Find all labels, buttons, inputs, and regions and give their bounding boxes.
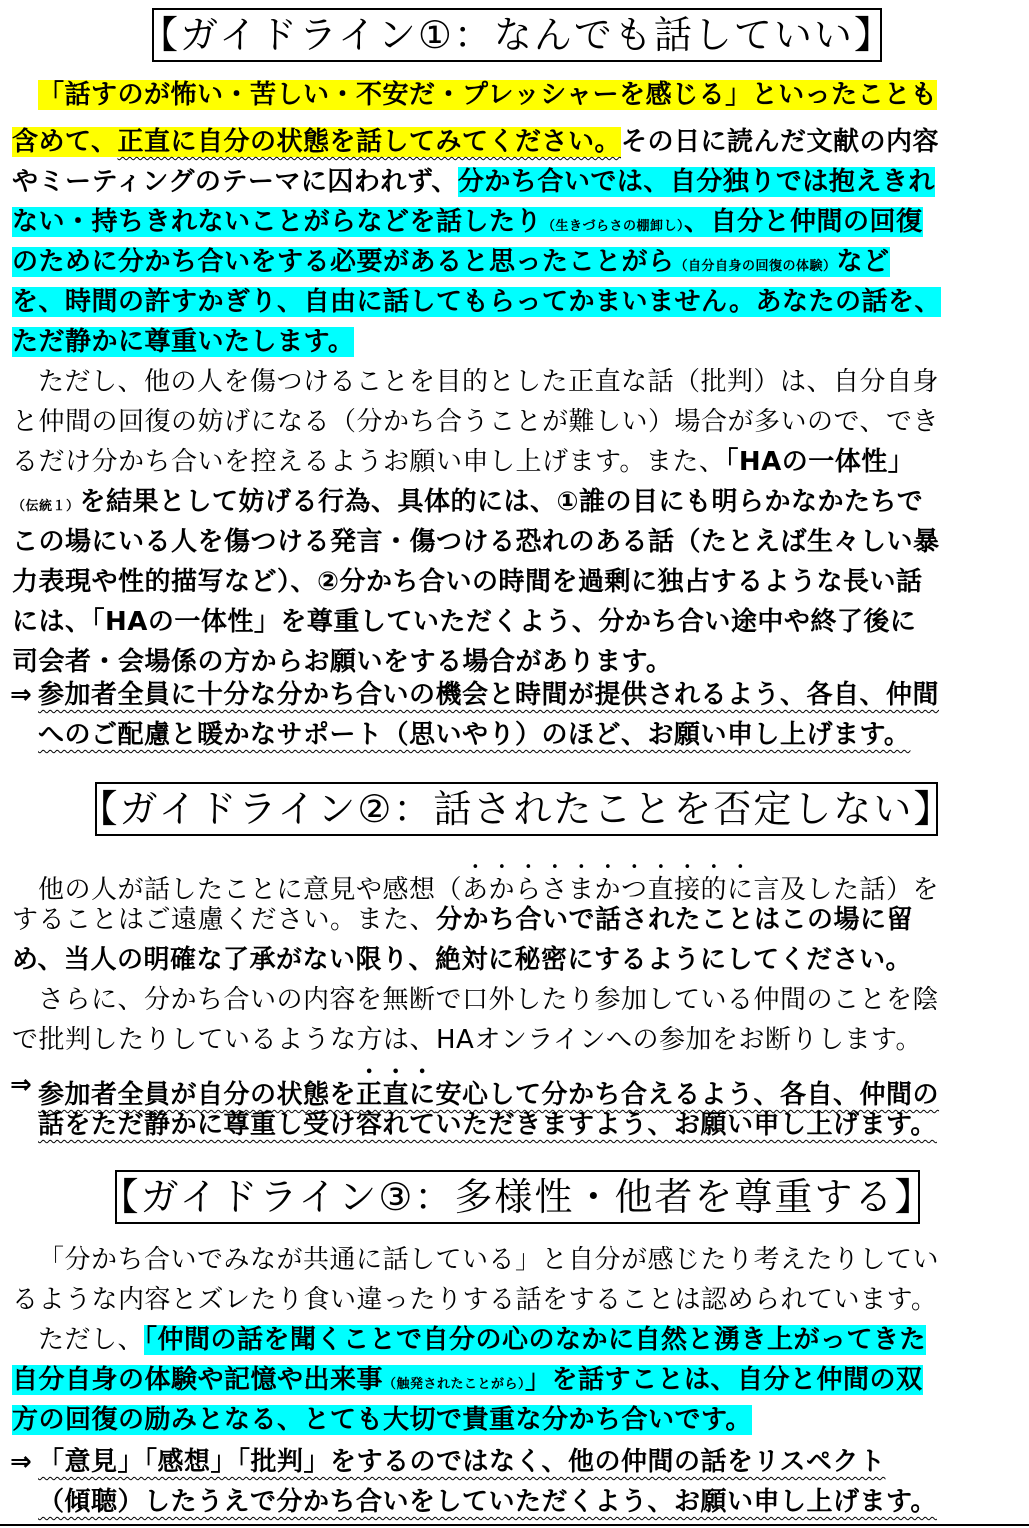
g1-line-9: と仲間の回復の妨げになる（分かち合うことが難しい）場合が多いので、でき (12, 407, 939, 437)
g2-line-3: め、当人の明確な了承がない限り、絶対に秘密にするようにしてください。 (12, 945, 912, 975)
g2-arrow-icon: ⇒ (10, 1070, 32, 1100)
g3-line-5: 方の回復の励みとなる、とても大切で貴重な分かち合いです。 (12, 1405, 752, 1435)
g1-line-12: この場にいる人を傷つける発言・傷つける恐れのある話（たとえば生々しい暴 (12, 527, 940, 557)
g3-line-2: るような内容とズレたり食い違ったりする話をすることは認められています。 (12, 1285, 938, 1315)
g1-line-3: やミーティングのテーマに囚われず、分かち合いでは、自分独りでは抱えきれ (12, 167, 935, 197)
g2-line-2: することはご遠慮ください。また、分かち合いで話されたことはこの場に留 (12, 905, 914, 935)
g1-line-1 (38, 75, 937, 115)
g1-line-6: を、時間の許すかぎり、自由に話してもらってかまいません。あなたの話を、 (12, 287, 942, 317)
g3-line-3: ただし、「仲間の話を聞くことで自分の心のなかに自然と湧き上がってきた (38, 1325, 927, 1355)
guideline-2-title: 【ガイドライン②：話されたことを否定しない】 (95, 782, 938, 836)
g1-line-15: 司会者・会場係の方からお願いをする場合があります。 (12, 647, 673, 677)
g3-line-6: 「意見」「感想」「批判」をするのではなく、他の仲間の話をリスペクト (38, 1447, 886, 1477)
g2-line-6: 参加者全員が自分の状態を正直に安心して分かち合えるよう、各自、仲間の (38, 1080, 940, 1110)
g3-line-7: （傾聴）したうえで分かち合いをしていただくよう、お願い申し上げます。 (38, 1487, 937, 1517)
guideline-3-title: 【ガイドライン③：多様性・他者を尊重する】 (115, 1170, 920, 1224)
g2-line-7: 話をただ静かに尊重し受け容れていただきますよう、お願い申し上げます。 (38, 1110, 937, 1140)
g1-line-2: 含めて、正直に自分の状態を話してみてください。その日に読んだ文献の内容 (12, 127, 940, 157)
g3-arrow-icon: ⇒ (10, 1447, 32, 1477)
ha-unity-term: 「HAの一体性」 (725, 447, 915, 477)
g3-line-1: 「分かち合いでみなが共通に話している」と自分が感じたり考えたりしてい (38, 1245, 940, 1275)
g1-highlight-yellow: 「話すのが怖い・苦しい・不安だ・プレッシャーを感じる」といったことも (38, 80, 938, 110)
g3-line-4: 自分自身の体験や記憶や出来事（触発されたことがら）」を話すことは、自分と仲間の双 (12, 1365, 923, 1395)
g1-line-17: へのご配慮と暖かなサポート（思いやり）のほど、お願い申し上げます。 (38, 720, 911, 750)
g1-line-14: には、「HAの一体性」を尊重していただくよう、分かち合い途中や終了後に (12, 607, 917, 637)
g1-line-8: ただし、他の人を傷つけることを目的とした正直な話（批判）は、自分自身 (38, 367, 940, 397)
g1-line-13: 力表現や性的描写など）、②分かち合いの時間を過剰に独占するような長い話 (12, 567, 923, 597)
g1-line-7: ただ静かに尊重いたします。 (12, 327, 355, 357)
g1-line-11: （伝統１）を結果として妨げる行為、具体的には、①誰の目にも明らかなかたちで (12, 487, 924, 517)
g1-arrow-icon: ⇒ (10, 680, 32, 710)
g2-line-1: 他の人が話したことに意見や感想（あからさまかつ直接的に言及した話）を (38, 875, 940, 905)
bottom-rule (0, 1524, 1029, 1526)
g2-emphasis-dots: あからさまかつ直接的に (462, 875, 754, 905)
g2-line-5: で批判したりしているような方は、HAオンラインへの参加をお断りします。 (12, 1025, 922, 1055)
g1-line-10: るだけ分かち合いを控えるようお願い申し上げます。また、「HAの一体性」 (12, 447, 915, 477)
g1-line-16: 参加者全員に十分な分かち合いの機会と時間が提供されるよう、各自、仲間 (38, 680, 940, 710)
g1-honesty-phrase: 正直に自分の状態を話してみてください。 (117, 127, 621, 157)
g1-line-5: のために分かち合いをする必要があると思ったことがら（自分自身の回復の体験）など (12, 247, 890, 277)
guideline-1-title: 【ガイドライン①：なんでも話していい】 (152, 8, 882, 62)
g2-line-4: さらに、分かち合いの内容を無断で口外したり参加している仲間のことを陰 (38, 985, 940, 1015)
g1-line-4: ない・持ちきれないことがらなどを話したり（生きづらさの棚卸し）、自分と仲間の回復 (12, 207, 923, 237)
